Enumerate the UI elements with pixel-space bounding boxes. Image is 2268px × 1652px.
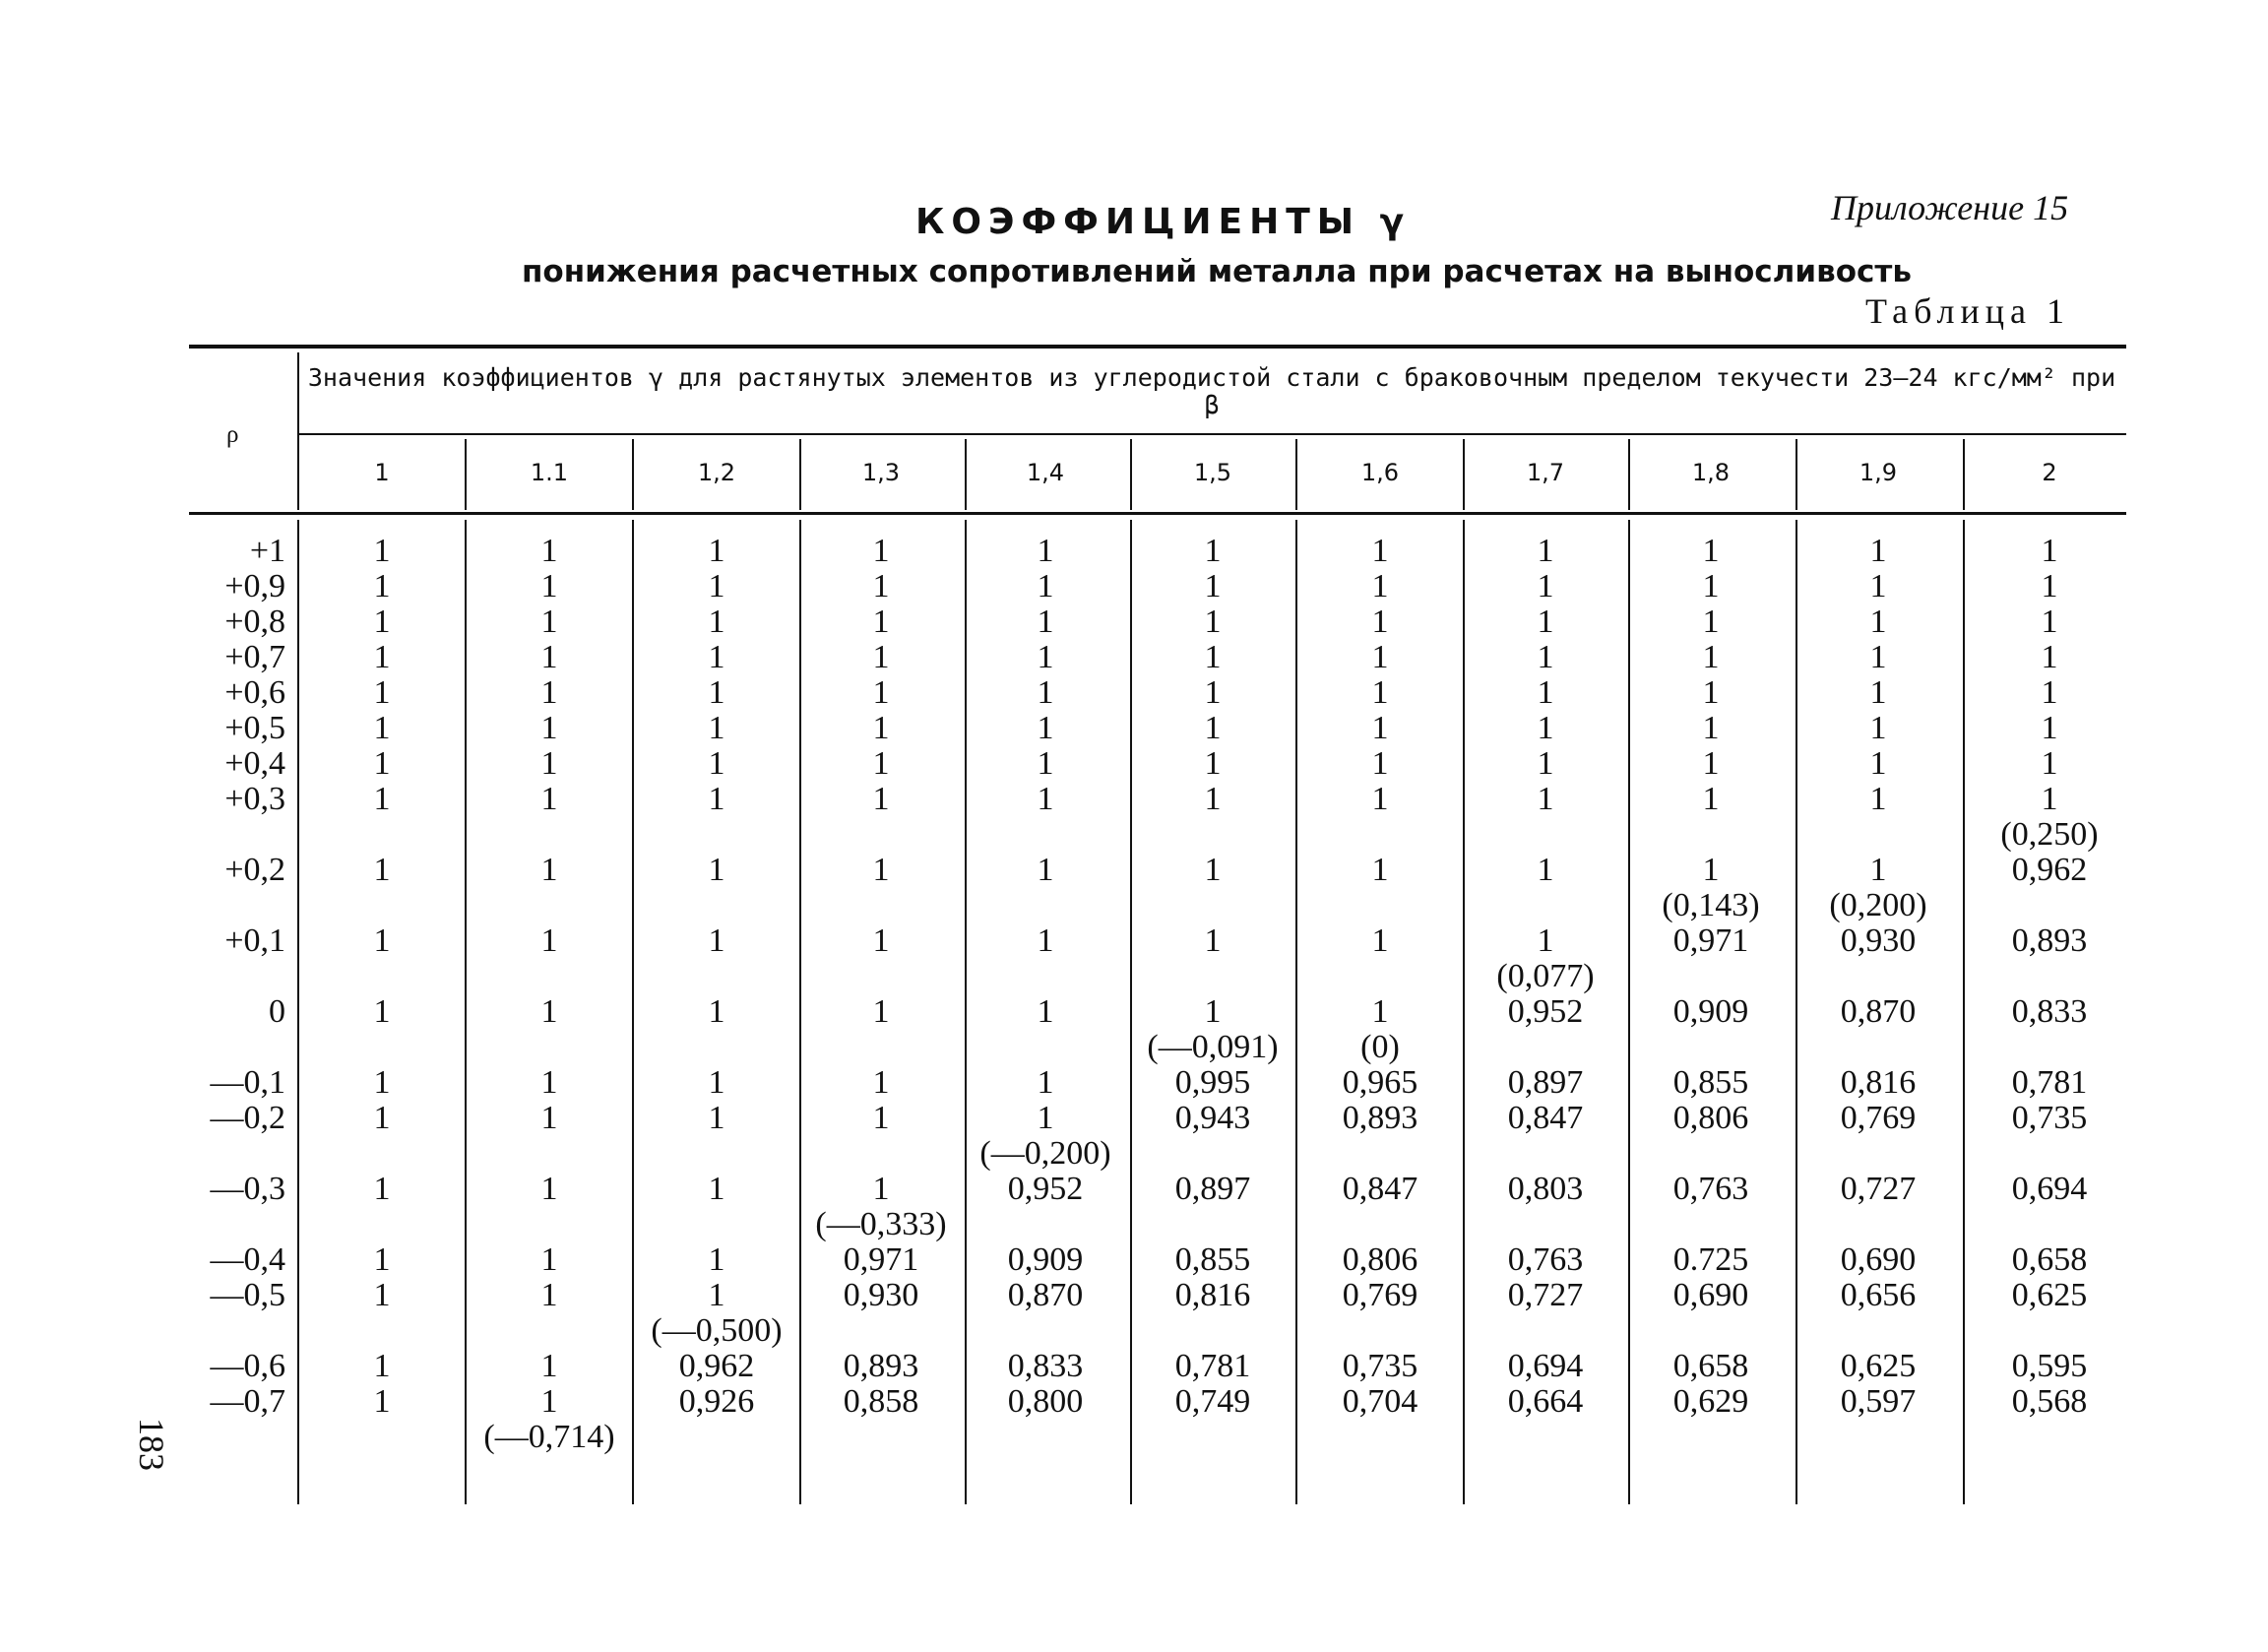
table-cell: 1	[1037, 568, 1054, 604]
table-cell: 1	[373, 1277, 391, 1313]
table-cell: 0,909	[1007, 1241, 1084, 1278]
beta-header-cell: 1.1	[530, 459, 569, 486]
column-divider-header	[799, 439, 801, 510]
table-cell: 1	[1702, 710, 1720, 746]
table-cell: 1	[373, 745, 391, 782]
table-cell: 0,870	[1840, 993, 1917, 1030]
table-cell: 1	[708, 781, 725, 817]
column-divider-body	[465, 520, 467, 1504]
table-cell: 0,855	[1174, 1241, 1251, 1278]
table-cell: 1	[2041, 745, 2058, 782]
beta-header-cell: 1,5	[1193, 459, 1232, 486]
table-cell: 1	[1371, 639, 1389, 675]
rho-value: +0,1	[224, 922, 285, 959]
rho-value: +0,3	[224, 781, 285, 817]
table-cell: 0,625	[2011, 1277, 2088, 1313]
rho-value: +0,4	[224, 745, 285, 782]
table-cell: 1	[1537, 745, 1554, 782]
header-mid-rule	[297, 433, 2126, 435]
column-divider-header	[965, 439, 967, 510]
table-cell: 0,930	[1840, 922, 1917, 959]
table-cell: 1	[540, 745, 558, 782]
table-cell: 0,965	[1342, 1064, 1418, 1101]
column-divider-body	[965, 520, 967, 1504]
boundary-note: (0,077)	[1496, 958, 1595, 994]
column-divider-header	[465, 439, 467, 510]
table-cell: 1	[1371, 568, 1389, 604]
table-cell: 0,893	[2011, 922, 2088, 959]
table-cell: 1	[373, 1064, 391, 1101]
column-group-header: Значения коэффициентов γ для растянутых элементов из углеродистой стали с браковочным пределом текучести 23—24 кгс/мм² при β	[307, 363, 2116, 419]
table-cell: 1	[1371, 922, 1389, 959]
boundary-note: (0,200)	[1829, 887, 1927, 923]
table-cell: 0,855	[1672, 1064, 1749, 1101]
table-cell: 1	[872, 993, 890, 1030]
table-cell: 1	[373, 1383, 391, 1420]
table-cell: 0,694	[1507, 1348, 1584, 1384]
rho-value: +0,6	[224, 674, 285, 711]
column-divider-body	[1963, 520, 1965, 1504]
table-cell: 1	[1037, 1064, 1054, 1101]
table-cell: 0,893	[843, 1348, 919, 1384]
table-cell: 1	[373, 674, 391, 711]
table-cell: 1	[1869, 745, 1887, 782]
table-cell: 0,595	[2011, 1348, 2088, 1384]
table-cell: 1	[872, 745, 890, 782]
table-cell: 0,763	[1507, 1241, 1584, 1278]
rho-value: —0,5	[210, 1277, 285, 1313]
table-cell: 1	[373, 639, 391, 675]
rho-value: 0	[269, 993, 285, 1030]
table-cell: 0,847	[1507, 1100, 1584, 1136]
table-cell: 1	[540, 533, 558, 569]
table-cell: 0,858	[843, 1383, 919, 1420]
rho-value: —0,7	[210, 1383, 285, 1420]
table-cell: 1	[708, 674, 725, 711]
table-cell: 1	[1869, 781, 1887, 817]
boundary-note: (—0,091)	[1147, 1029, 1279, 1065]
table-cell: 1	[872, 852, 890, 888]
table-cell: 0,847	[1342, 1171, 1418, 1207]
table-cell: 1	[1371, 781, 1389, 817]
table-cell: 0,806	[1342, 1241, 1418, 1278]
table-cell: 1	[373, 568, 391, 604]
table-cell: 1	[872, 1100, 890, 1136]
table-cell: 0,694	[2011, 1171, 2088, 1207]
table-cell: 1	[708, 1277, 725, 1313]
page-number: 183	[132, 1418, 171, 1471]
table-cell: 1	[1869, 639, 1887, 675]
table-cell: 0,943	[1174, 1100, 1251, 1136]
table-cell: 1	[2041, 604, 2058, 640]
rho-value: +0,2	[224, 852, 285, 888]
table-cell: 1	[1037, 639, 1054, 675]
table-cell: 1	[872, 568, 890, 604]
table-cell: 0.725	[1672, 1241, 1749, 1278]
table-cell: 1	[1537, 604, 1554, 640]
beta-header-cell: 1,2	[697, 459, 736, 486]
table-cell: 1	[872, 710, 890, 746]
table-cell: 1	[708, 745, 725, 782]
table-cell: 1	[540, 922, 558, 959]
boundary-note: (0)	[1360, 1029, 1400, 1065]
table-cell: 1	[1537, 568, 1554, 604]
table-cell: 1	[1869, 852, 1887, 888]
table-cell: 1	[872, 1064, 890, 1101]
table-cell: 1	[1204, 568, 1222, 604]
table-cell: 1	[1204, 922, 1222, 959]
table-cell: 1	[1037, 674, 1054, 711]
table-cell: 1	[872, 781, 890, 817]
rho-value: —0,2	[210, 1100, 285, 1136]
column-divider-header	[1463, 439, 1465, 510]
table-cell: 1	[373, 1171, 391, 1207]
column-divider-header	[632, 439, 634, 510]
table-cell: 1	[1204, 993, 1222, 1030]
table-cell: 0,909	[1672, 993, 1749, 1030]
table-cell: 1	[373, 1348, 391, 1384]
table-cell: 1	[708, 1064, 725, 1101]
column-divider-body	[799, 520, 801, 1504]
table-cell: 0,816	[1840, 1064, 1917, 1101]
table-cell: 0,971	[843, 1241, 919, 1278]
table-cell: 1	[872, 1171, 890, 1207]
table-cell: 1	[1869, 674, 1887, 711]
page-subtitle: понижения расчетных сопротивлений металла при расчетах на выносливость	[522, 254, 1912, 289]
table-cell: 1	[2041, 533, 2058, 569]
rho-value: —0,1	[210, 1064, 285, 1101]
boundary-note: (—0,333)	[815, 1206, 947, 1242]
table-cell: 1	[708, 922, 725, 959]
beta-header-cell: 1,6	[1360, 459, 1400, 486]
table-cell: 1	[540, 1277, 558, 1313]
table-cell: 0,995	[1174, 1064, 1251, 1101]
table-cell: 1	[872, 533, 890, 569]
column-divider-header	[1963, 439, 1965, 510]
table-cell: 1	[708, 533, 725, 569]
table-cell: 1	[708, 568, 725, 604]
table-cell: 1	[2041, 781, 2058, 817]
column-divider-body	[1463, 520, 1465, 1504]
table-cell: 0,664	[1507, 1383, 1584, 1420]
table-cell: 1	[1371, 604, 1389, 640]
table-cell: 0,690	[1840, 1241, 1917, 1278]
column-divider-body	[1628, 520, 1630, 1504]
table-cell: 0,658	[1672, 1348, 1749, 1384]
table-cell: 1	[1371, 852, 1389, 888]
column-divider-body	[1796, 520, 1797, 1504]
table-cell: 0,749	[1174, 1383, 1251, 1420]
rho-value: +0,5	[224, 710, 285, 746]
column-divider-header	[1130, 439, 1132, 510]
table-cell: 1	[540, 604, 558, 640]
table-cell: 1	[540, 1241, 558, 1278]
rho-value: +0,9	[224, 568, 285, 604]
table-cell: 1	[708, 1241, 725, 1278]
table-cell: 1	[708, 1100, 725, 1136]
table-cell: 1	[540, 710, 558, 746]
table-cell: 0,727	[1840, 1171, 1917, 1207]
table-cell: 1	[1037, 922, 1054, 959]
column-divider-header	[1295, 439, 1297, 510]
table-cell: 1	[1537, 710, 1554, 746]
table-cell: 1	[1037, 710, 1054, 746]
table-cell: 1	[1204, 781, 1222, 817]
table-cell: 1	[1869, 568, 1887, 604]
table-cell: 1	[1371, 710, 1389, 746]
table-cell: 1	[540, 852, 558, 888]
table-cell: 1	[1204, 533, 1222, 569]
boundary-note: (0,143)	[1662, 887, 1760, 923]
table-cell: 0,658	[2011, 1241, 2088, 1278]
rho-value: +0,7	[224, 639, 285, 675]
table-cell: 1	[1037, 781, 1054, 817]
table-cell: 0,597	[1840, 1383, 1917, 1420]
table-cell: 0,870	[1007, 1277, 1084, 1313]
beta-header-cell: 1,3	[861, 459, 901, 486]
rho-value: +0,8	[224, 604, 285, 640]
table-cell: 0,763	[1672, 1171, 1749, 1207]
rho-header: ρ	[226, 421, 239, 448]
table-cell: 0,690	[1672, 1277, 1749, 1313]
table-cell: 0,800	[1007, 1383, 1084, 1420]
table-cell: 0,952	[1007, 1171, 1084, 1207]
table-cell: 0,625	[1840, 1348, 1917, 1384]
table-cell: 1	[1371, 993, 1389, 1030]
table-cell: 0,803	[1507, 1171, 1584, 1207]
table-cell: 1	[2041, 674, 2058, 711]
table-cell: 1	[1537, 639, 1554, 675]
rho-value: —0,6	[210, 1348, 285, 1384]
column-divider-body	[632, 520, 634, 1504]
beta-header-cell: 1,4	[1026, 459, 1065, 486]
table-cell: 1	[1702, 674, 1720, 711]
table-cell: 1	[373, 922, 391, 959]
boundary-note: (—0,714)	[483, 1419, 615, 1455]
table-cell: 1	[1537, 674, 1554, 711]
table-cell: 1	[373, 604, 391, 640]
column-divider-body	[1130, 520, 1132, 1504]
table-cell: 1	[373, 993, 391, 1030]
table-cell: 1	[1702, 852, 1720, 888]
table-cell: 1	[708, 852, 725, 888]
table-cell: 1	[1204, 745, 1222, 782]
table-cell: 1	[1204, 604, 1222, 640]
table-cell: 0,727	[1507, 1277, 1584, 1313]
table-cell: 1	[540, 1100, 558, 1136]
table-cell: 1	[708, 604, 725, 640]
table-cell: 0,806	[1672, 1100, 1749, 1136]
table-cell: 1	[2041, 568, 2058, 604]
boundary-note: (—0,500)	[651, 1312, 783, 1349]
column-divider-header	[1796, 439, 1797, 510]
column-divider-header	[1628, 439, 1630, 510]
table-cell: 1	[1037, 745, 1054, 782]
column-divider-body	[1295, 520, 1297, 1504]
table-cell: 0,629	[1672, 1383, 1749, 1420]
table-cell: 1	[540, 639, 558, 675]
beta-header-cell: 1,8	[1691, 459, 1731, 486]
table-cell: 0,781	[1174, 1348, 1251, 1384]
table-cell: 1	[1371, 533, 1389, 569]
table-cell: 1	[1537, 922, 1554, 959]
table-cell: 1	[1869, 604, 1887, 640]
table-cell: 0,930	[843, 1277, 919, 1313]
table-cell: 1	[1037, 533, 1054, 569]
table-cell: 1	[708, 710, 725, 746]
table-cell: 1	[1037, 1100, 1054, 1136]
table-cell: 1	[540, 1064, 558, 1101]
table-cell: 0,568	[2011, 1383, 2088, 1420]
table-cell: 1	[540, 674, 558, 711]
table-cell: 0,926	[678, 1383, 755, 1420]
table-cell: 1	[540, 1348, 558, 1384]
table-cell: 1	[540, 1171, 558, 1207]
table-cell: 1	[1537, 781, 1554, 817]
table-cell: 1	[1702, 533, 1720, 569]
table-cell: 1	[1537, 533, 1554, 569]
table-cell: 1	[540, 781, 558, 817]
table-cell: 1	[373, 533, 391, 569]
table-cell: 0,735	[2011, 1100, 2088, 1136]
table-cell: 1	[872, 922, 890, 959]
table-cell: 0,897	[1507, 1064, 1584, 1101]
table-label: Таблица 1	[1865, 291, 2070, 331]
table-cell: 1	[373, 781, 391, 817]
table-cell: 0,833	[2011, 993, 2088, 1030]
table-cell: 1	[1037, 852, 1054, 888]
table-cell: 0,897	[1174, 1171, 1251, 1207]
rho-value: —0,3	[210, 1171, 285, 1207]
table-cell: 1	[1702, 745, 1720, 782]
table-cell: 1	[1702, 781, 1720, 817]
table-cell: 0,952	[1507, 993, 1584, 1030]
table-cell: 1	[1371, 745, 1389, 782]
table-cell: 1	[1869, 533, 1887, 569]
table-cell: 1	[708, 993, 725, 1030]
table-cell: 0,962	[678, 1348, 755, 1384]
table-cell: 1	[1204, 639, 1222, 675]
table-top-rule	[189, 345, 2126, 349]
table-cell: 1	[1702, 568, 1720, 604]
table-cell: 0,816	[1174, 1277, 1251, 1313]
rho-value: +1	[249, 533, 285, 569]
table-cell: 1	[540, 568, 558, 604]
table-cell: 1	[1537, 852, 1554, 888]
table-cell: 1	[872, 604, 890, 640]
table-cell: 1	[540, 993, 558, 1030]
table-cell: 1	[2041, 710, 2058, 746]
table-cell: 0,735	[1342, 1348, 1418, 1384]
table-cell: 0,962	[2011, 852, 2088, 888]
table-cell: 1	[1037, 993, 1054, 1030]
table-cell: 0,781	[2011, 1064, 2088, 1101]
table-cell: 0,769	[1840, 1100, 1917, 1136]
table-cell: 1	[872, 674, 890, 711]
table-cell: 1	[373, 852, 391, 888]
rho-value: —0,4	[210, 1241, 285, 1278]
beta-header-cell: 1	[374, 459, 390, 486]
table-cell: 1	[1204, 674, 1222, 711]
boundary-note: (—0,200)	[979, 1135, 1111, 1172]
page-title: КОЭФФИЦИЕНТЫ γ	[915, 202, 1412, 242]
table-cell: 1	[1204, 852, 1222, 888]
table-cell: 1	[1702, 639, 1720, 675]
beta-header-cell: 1,9	[1858, 459, 1898, 486]
table-cell: 1	[708, 639, 725, 675]
table-cell: 0,833	[1007, 1348, 1084, 1384]
table-cell: 1	[373, 1100, 391, 1136]
header-bottom-rule	[189, 512, 2126, 515]
table-cell: 0,704	[1342, 1383, 1418, 1420]
table-cell: 1	[2041, 639, 2058, 675]
appendix-label: Приложение 15	[1831, 188, 2069, 227]
table-cell: 1	[373, 1241, 391, 1278]
table-cell: 1	[872, 639, 890, 675]
table-cell: 1	[540, 1383, 558, 1420]
table-cell: 1	[373, 710, 391, 746]
table-cell: 0,893	[1342, 1100, 1418, 1136]
table-cell: 1	[708, 1171, 725, 1207]
table-cell: 0,971	[1672, 922, 1749, 959]
table-cell: 1	[1371, 674, 1389, 711]
beta-header-cell: 2	[2042, 459, 2057, 486]
beta-header-cell: 1,7	[1526, 459, 1565, 486]
table-cell: 1	[1037, 604, 1054, 640]
table-cell: 1	[1869, 710, 1887, 746]
table-cell: 1	[1702, 604, 1720, 640]
table-cell: 0,656	[1840, 1277, 1917, 1313]
table-cell: 1	[1204, 710, 1222, 746]
boundary-note: (0,250)	[2000, 816, 2099, 853]
table-cell: 0,769	[1342, 1277, 1418, 1313]
